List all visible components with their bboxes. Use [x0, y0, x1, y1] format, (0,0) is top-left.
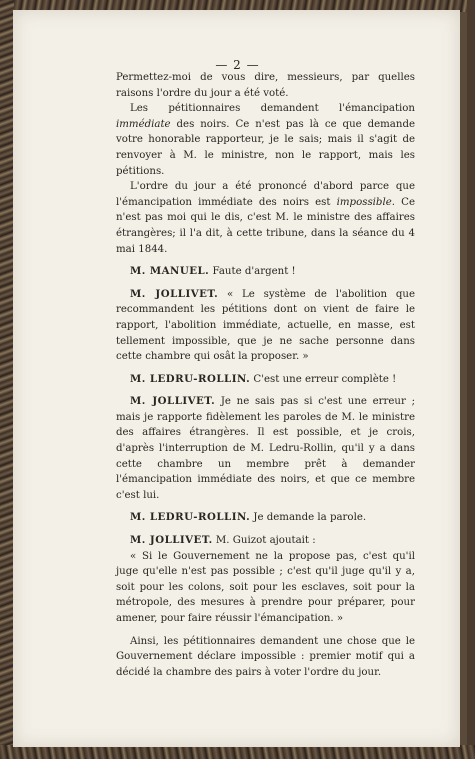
speech-paragraph	[116, 510, 415, 526]
paragraph	[116, 634, 415, 681]
speaker-name: M. MANUEL.	[130, 265, 210, 278]
text-run: « Si le Gouvernement ne la propose pas, c'est qu'il juge qu'elle n'est pas possible ; c'est qu'il juge qu'il y a, soit pour les colons, soit pour les esclaves, soit pour la métropole, des mesures à prendre pour préparer, pour amener, pour faire réussir l'émancipation. »	[116, 550, 415, 624]
text-run: . Ce n'est pas moi qui le dis, c'est M. le ministre des affaires étrangères; il l'a dit, à cette tribune, dans la séance du 4 mai 1844.	[116, 196, 415, 255]
speaker-name: M. JOLLIVET.	[130, 287, 219, 300]
speech-paragraph	[116, 264, 415, 280]
speech-paragraph	[116, 287, 415, 365]
text-run: M. Guizot ajoutait :	[212, 535, 316, 547]
paragraph	[116, 179, 415, 257]
paragraph	[116, 70, 415, 101]
speech-paragraph	[116, 394, 415, 503]
speaker-name: M. LEDRU-ROLLIN.	[130, 511, 251, 524]
marbled-edge-left	[0, 0, 14, 759]
text-run: « Le système de l'abolition que recommandent les pétitions dont on vient de faire le rapport, l'abolition immédiate, actuelle, en masse, est tellement impossible, que je ne sache personne dans cette chambre qui osât la proposer. »	[116, 288, 416, 363]
text-run: Je ne sais pas si c'est une erreur ; mais je rapporte fidèlement les paroles de M. le ministre des affaires étrangères. Il est possible, et je crois, d'après l'interruption de M. Ledru-Rollin, qu'il y a dans cette chambre un membre prêt à demander l'émancipation immédiate des noirs, et que ce membre c'est lui.	[116, 396, 416, 501]
speech-paragraph	[116, 533, 415, 549]
paragraph	[116, 549, 415, 627]
text-run: Je demande la parole.	[250, 512, 367, 524]
speaker-name: M. JOLLIVET.	[130, 534, 213, 547]
page-body-text	[116, 70, 415, 680]
speaker-name: M. JOLLIVET.	[130, 395, 216, 408]
speaker-name: M. LEDRU-ROLLIN.	[130, 372, 251, 385]
italic-text: impossible	[336, 196, 392, 208]
text-run: Permettez-moi de vous dire, messieurs, par quelles raisons l'ordre du jour a été voté.	[116, 72, 415, 99]
italic-text: immédiate	[116, 118, 171, 130]
paragraph	[116, 101, 415, 179]
marbled-edge-bottom	[0, 745, 475, 759]
binding-edge-right	[467, 0, 475, 759]
page-number: — 2 —	[215, 58, 260, 72]
text-run: C'est une erreur complète !	[250, 373, 397, 385]
text-run: L'ordre du jour a été prononcé d'abord parce que l'émancipation immédiate des noirs est	[116, 181, 415, 208]
text-run: des noirs. Ce n'est pas là ce que demande votre honorable rapporteur, je le sais; mais il s'agit de renvoyer à M. le ministre, non le rapport, mais les pétitions.	[116, 118, 415, 177]
text-run: Ainsi, les pétitionnaires demandent une chose que le Gouvernement déclare impossible : premier motif qui a décidé la chambre des pairs à voter l'ordre du jour.	[116, 635, 415, 678]
speech-paragraph	[116, 372, 415, 388]
text-run: Faute d'argent !	[209, 266, 296, 278]
text-run: Les pétitionnaires demandent l'émancipation	[130, 103, 415, 115]
